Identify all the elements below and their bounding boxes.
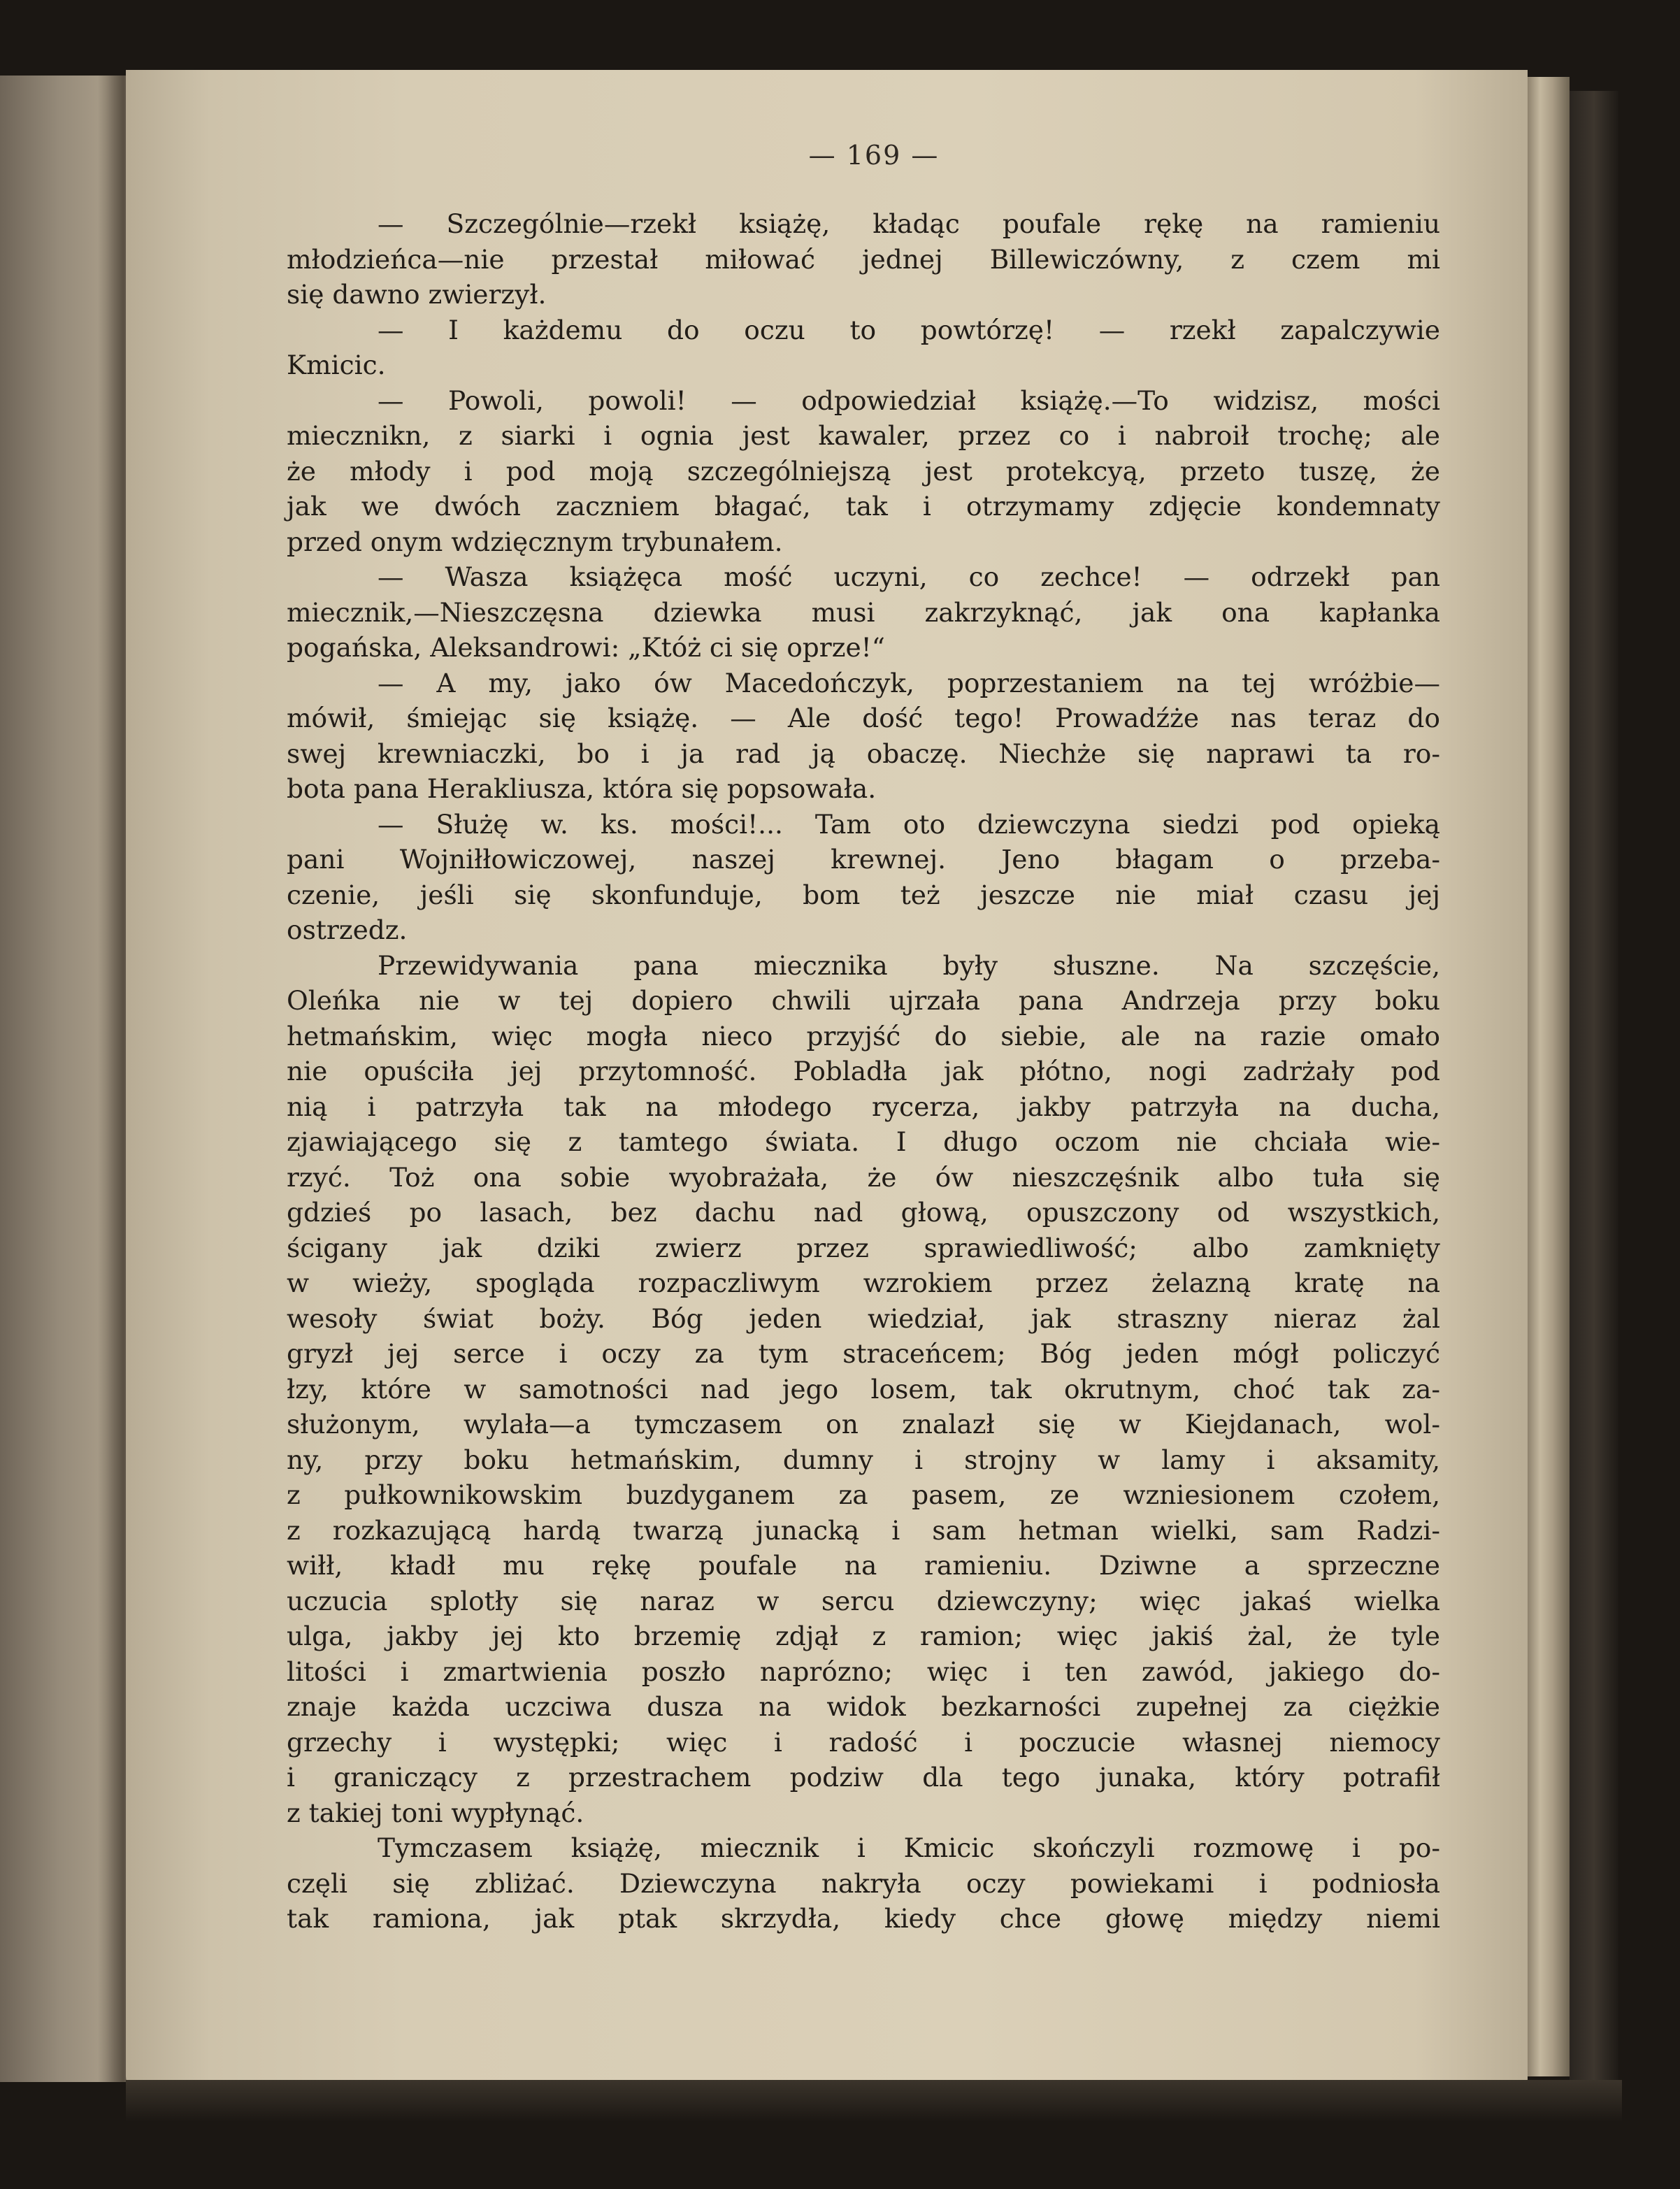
book-cover-edge — [1570, 91, 1618, 2090]
text-line: gdzieś po lasach, bez dachu nad głową, opuszczony od wszystkich, — [287, 1197, 1440, 1228]
text-line: miecznik,—Nieszczęsna dziewka musi zakrzyknąć, jak ona kapłanka — [287, 596, 1440, 628]
text-line: — A my, jako ów Macedończyk, poprzestaniem na tej wróżbie— — [378, 667, 1440, 698]
text-line: Przewidywania pana miecznika były słuszne. Na szczęście, — [378, 949, 1440, 981]
text-line: litości i zmartwienia poszło naprózno; więc i ten zawód, jakiego do- — [287, 1656, 1440, 1687]
text-line: w wieży, spogląda rozpaczliwym wzrokiem przez żelazną kratę na — [287, 1268, 1440, 1298]
text-line: miecznikn, z siarki i ognia jest kawaler, przez co i nabroił trochę; ale — [287, 420, 1440, 451]
text-line: pani Wojniłłowiczowej, naszej krewnej. Jeno błagam o przeba- — [287, 844, 1440, 875]
text-line: tak ramiona, jak ptak skrzydła, kiedy chce głowę między niemi — [287, 1903, 1440, 1934]
text-line: czenie, jeśli się skonfunduje, bom też jeszcze nie miał czasu jej — [287, 879, 1440, 910]
text-line: Kmicic. — [287, 350, 386, 380]
text-line: młodzieńca—nie przestał miłować jednej Billewiczówny, z czem mi — [287, 243, 1440, 275]
text-line: z rozkazującą hardą twarzą junacką i sam hetman wielki, sam Radzi- — [287, 1514, 1440, 1546]
text-line: grzechy i występki; więc i radość i poczucie własnej niemocy — [287, 1726, 1440, 1758]
text-line: zjawiającego się z tamtego świata. I długo oczom nie chciała wie- — [287, 1126, 1440, 1157]
text-line: ścigany jak dziki zwierz przez sprawiedliwość; albo zamknięty — [287, 1232, 1440, 1263]
text-line: — Wasza książęca mość uczyni, co zechce! — odrzekł pan — [378, 561, 1440, 592]
text-line: — I każdemu do oczu to powtórzę! — rzekł zapalczywie — [378, 314, 1440, 345]
text-line: wiłł, kładł mu rękę poufale na ramieniu. Dziwne a sprzeczne — [287, 1550, 1440, 1581]
text-line: służonym, wylała—a tymczasem on znalazł się w Kiejdanach, wol- — [287, 1409, 1440, 1440]
text-line: że młody i pod moją szczególniejszą jest protekcyą, przeto tuszę, że — [287, 455, 1440, 487]
text-line: rzyć. Toż ona sobie wyobrażała, że ów nieszczęśnik albo tuła się — [287, 1161, 1440, 1193]
text-line: przed onym wdzięcznym trybunałem. — [287, 526, 783, 557]
text-line: pogańska, Aleksandrowi: „Któż ci się oprze!“ — [287, 632, 885, 663]
text-line: hetmańskim, więc mogła nieco przyjść do siebie, ale na razie omało — [287, 1020, 1440, 1052]
text-line: — Powoli, powoli! — odpowiedział książę.—To widzisz, mości — [378, 385, 1440, 416]
text-line: — Szczególnie—rzekł książę, kładąc poufale rękę na ramieniu — [378, 208, 1440, 239]
text-line: z takiej toni wypłynąć. — [287, 1797, 584, 1828]
text-line: się dawno zwierzył. — [287, 279, 547, 310]
text-line: nie opuściła jej przytomność. Pobladła jak płótno, nogi zadrżały pod — [287, 1056, 1440, 1086]
text-line: — Służę w. ks. mości!... Tam oto dziewczyna siedzi pod opieką — [378, 808, 1440, 840]
text-line: jak we dwóch zaczniem błagać, tak i otrzymamy zdjęcie kondemnaty — [287, 491, 1440, 522]
text-line: ulga, jakby jej kto brzemię zdjął z ramion; więc jakiś żal, że tyle — [287, 1621, 1440, 1651]
text-line: mówił, śmiejąc się książę. — Ale dość tego! Prowadźże nas teraz do — [287, 703, 1440, 733]
text-line: gryzł jej serce i oczy za tym straceńcem; Bóg jeden mógł policzyć — [287, 1338, 1440, 1369]
text-line: uczucia splotły się naraz w sercu dziewczyny; więc jakaś wielka — [287, 1585, 1440, 1616]
text-line: ny, przy boku hetmańskim, dumny i strojny w lamy i aksamity, — [287, 1444, 1440, 1475]
text-line: łzy, które w samotności nad jego losem, tak okrutnym, choć tak za- — [287, 1373, 1440, 1405]
text-line: z pułkownikowskim buzdyganem za pasem, ze wzniesionem czołem, — [287, 1479, 1440, 1510]
text-line: nią i patrzyła tak na młodego rycerza, jakby patrzyła na ducha, — [287, 1091, 1440, 1122]
text-line: Tymczasem książę, miecznik i Kmicic skończyli rozmowę i po- — [378, 1832, 1440, 1863]
page-stack-edge — [1528, 77, 1570, 2076]
text-line: Oleńka nie w tej dopiero chwili ujrzała pana Andrzeja przy boku — [287, 985, 1440, 1016]
text-line: bota pana Herakliusza, która się popsowała. — [287, 773, 877, 804]
body-text — [287, 206, 1440, 1937]
text-line: wesoły świat boży. Bóg jeden wiedział, jak straszny nieraz żal — [287, 1302, 1440, 1334]
text-line: i graniczący z przestrachem podziw dla tego junaka, który potrafił — [287, 1762, 1440, 1793]
page-bottom-shadow — [126, 2080, 1622, 2122]
text-line: znaje każda uczciwa dusza na widok bezkarności zupełnej za ciężkie — [287, 1691, 1440, 1722]
page-number: — 169 — — [808, 140, 940, 171]
text-line: swej krewniaczki, bo i ja rad ją obaczę. Niechże się naprawi ta ro- — [287, 738, 1440, 769]
text-line: częli się zbliżać. Dziewczyna nakryła oczy powiekami i podniosła — [287, 1867, 1440, 1899]
text-line: ostrzedz. — [287, 914, 408, 945]
